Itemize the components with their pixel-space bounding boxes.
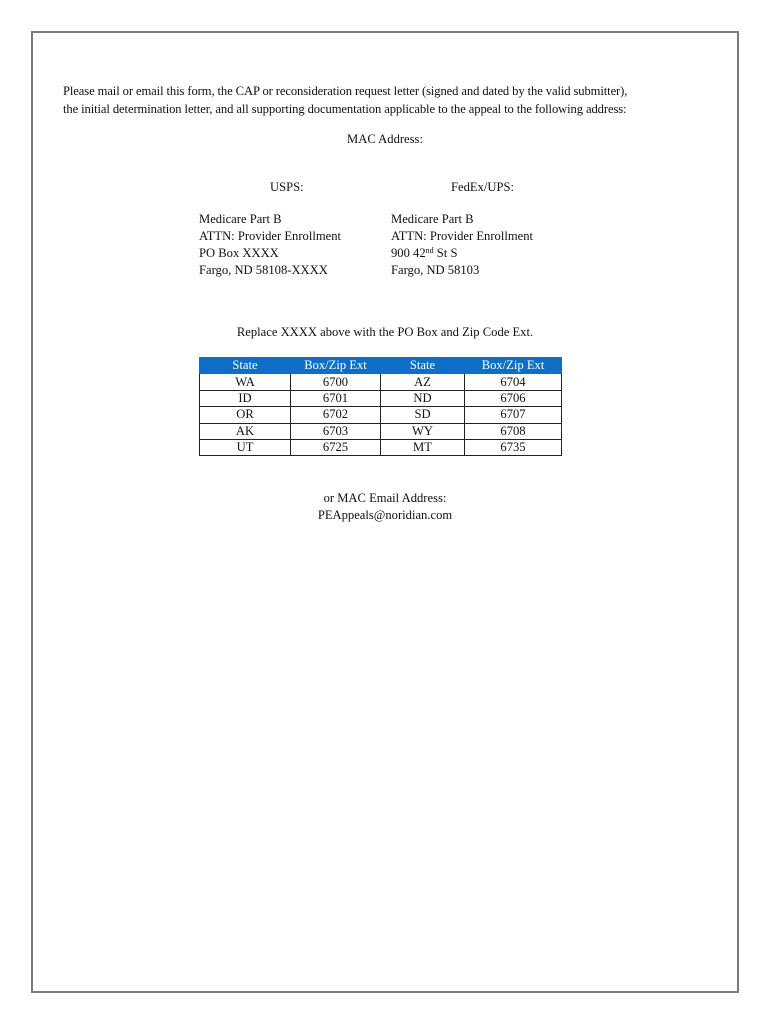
table-cell: 6706 [465, 390, 562, 406]
mac-address-label: MAC Address: [347, 132, 423, 146]
replace-note: Replace XXXX above with the PO Box and Zip Code Ext. [236, 325, 534, 339]
table-cell: 6704 [465, 374, 562, 390]
table-cell: ND [381, 390, 465, 406]
table-cell: ID [200, 390, 291, 406]
intro-paragraph [63, 82, 713, 118]
table-cell: 6701 [291, 390, 381, 406]
table-row [200, 439, 562, 455]
table-row [200, 374, 562, 390]
email-address: PEAppeals@noridian.com [317, 508, 453, 522]
column-header: State [200, 358, 291, 374]
table-cell: 6725 [291, 439, 381, 455]
table-cell: UT [200, 439, 291, 455]
column-header: Box/Zip Ext [465, 358, 562, 374]
table-cell: 6708 [465, 423, 562, 439]
table-cell: SD [381, 407, 465, 423]
intro-line-2: the initial determination letter, and all supporting documentation applicable to the appeal to the following address: [63, 102, 627, 116]
fedex-address-line: ATTN: Provider Enrollment [391, 229, 534, 243]
street-suffix: St S [433, 246, 458, 260]
table-row [200, 407, 562, 423]
table-row [200, 390, 562, 406]
table-cell: 6703 [291, 423, 381, 439]
usps-address-line: ATTN: Provider Enrollment [199, 229, 342, 243]
column-header: State [381, 358, 465, 374]
table-cell: AK [200, 423, 291, 439]
table-row [200, 423, 562, 439]
usps-address-line: Fargo, ND 58108-XXXX [199, 263, 328, 277]
street-prefix: 900 42 [391, 246, 426, 260]
email-label: or MAC Email Address: [323, 491, 447, 505]
zip-extension-table [199, 357, 562, 456]
table-cell: AZ [381, 374, 465, 390]
table-cell: WA [200, 374, 291, 390]
usps-address-block [199, 211, 341, 279]
fedex-address-line: Medicare Part B [391, 212, 474, 226]
intro-line-1: Please mail or email this form, the CAP or reconsideration request letter (signed and dated by the valid submitter), [63, 84, 628, 98]
table-cell: 6707 [465, 407, 562, 423]
usps-address-line: Medicare Part B [199, 212, 282, 226]
table-cell: WY [381, 423, 465, 439]
fedex-address-block [391, 211, 533, 279]
usps-address-line: PO Box XXXX [199, 246, 279, 260]
table-cell: OR [200, 407, 291, 423]
table-cell: 6700 [291, 374, 381, 390]
fedex-ups-heading: FedEx/UPS: [451, 180, 514, 194]
street-ordinal: nd [425, 246, 434, 255]
fedex-city-line: Fargo, ND 58103 [391, 263, 480, 277]
table-cell: MT [381, 439, 465, 455]
column-header: Box/Zip Ext [291, 358, 381, 374]
usps-heading: USPS: [270, 180, 304, 194]
table-header-row [200, 358, 562, 374]
fedex-street-line [391, 245, 533, 262]
table-cell: 6702 [291, 407, 381, 423]
table-cell: 6735 [465, 439, 562, 455]
